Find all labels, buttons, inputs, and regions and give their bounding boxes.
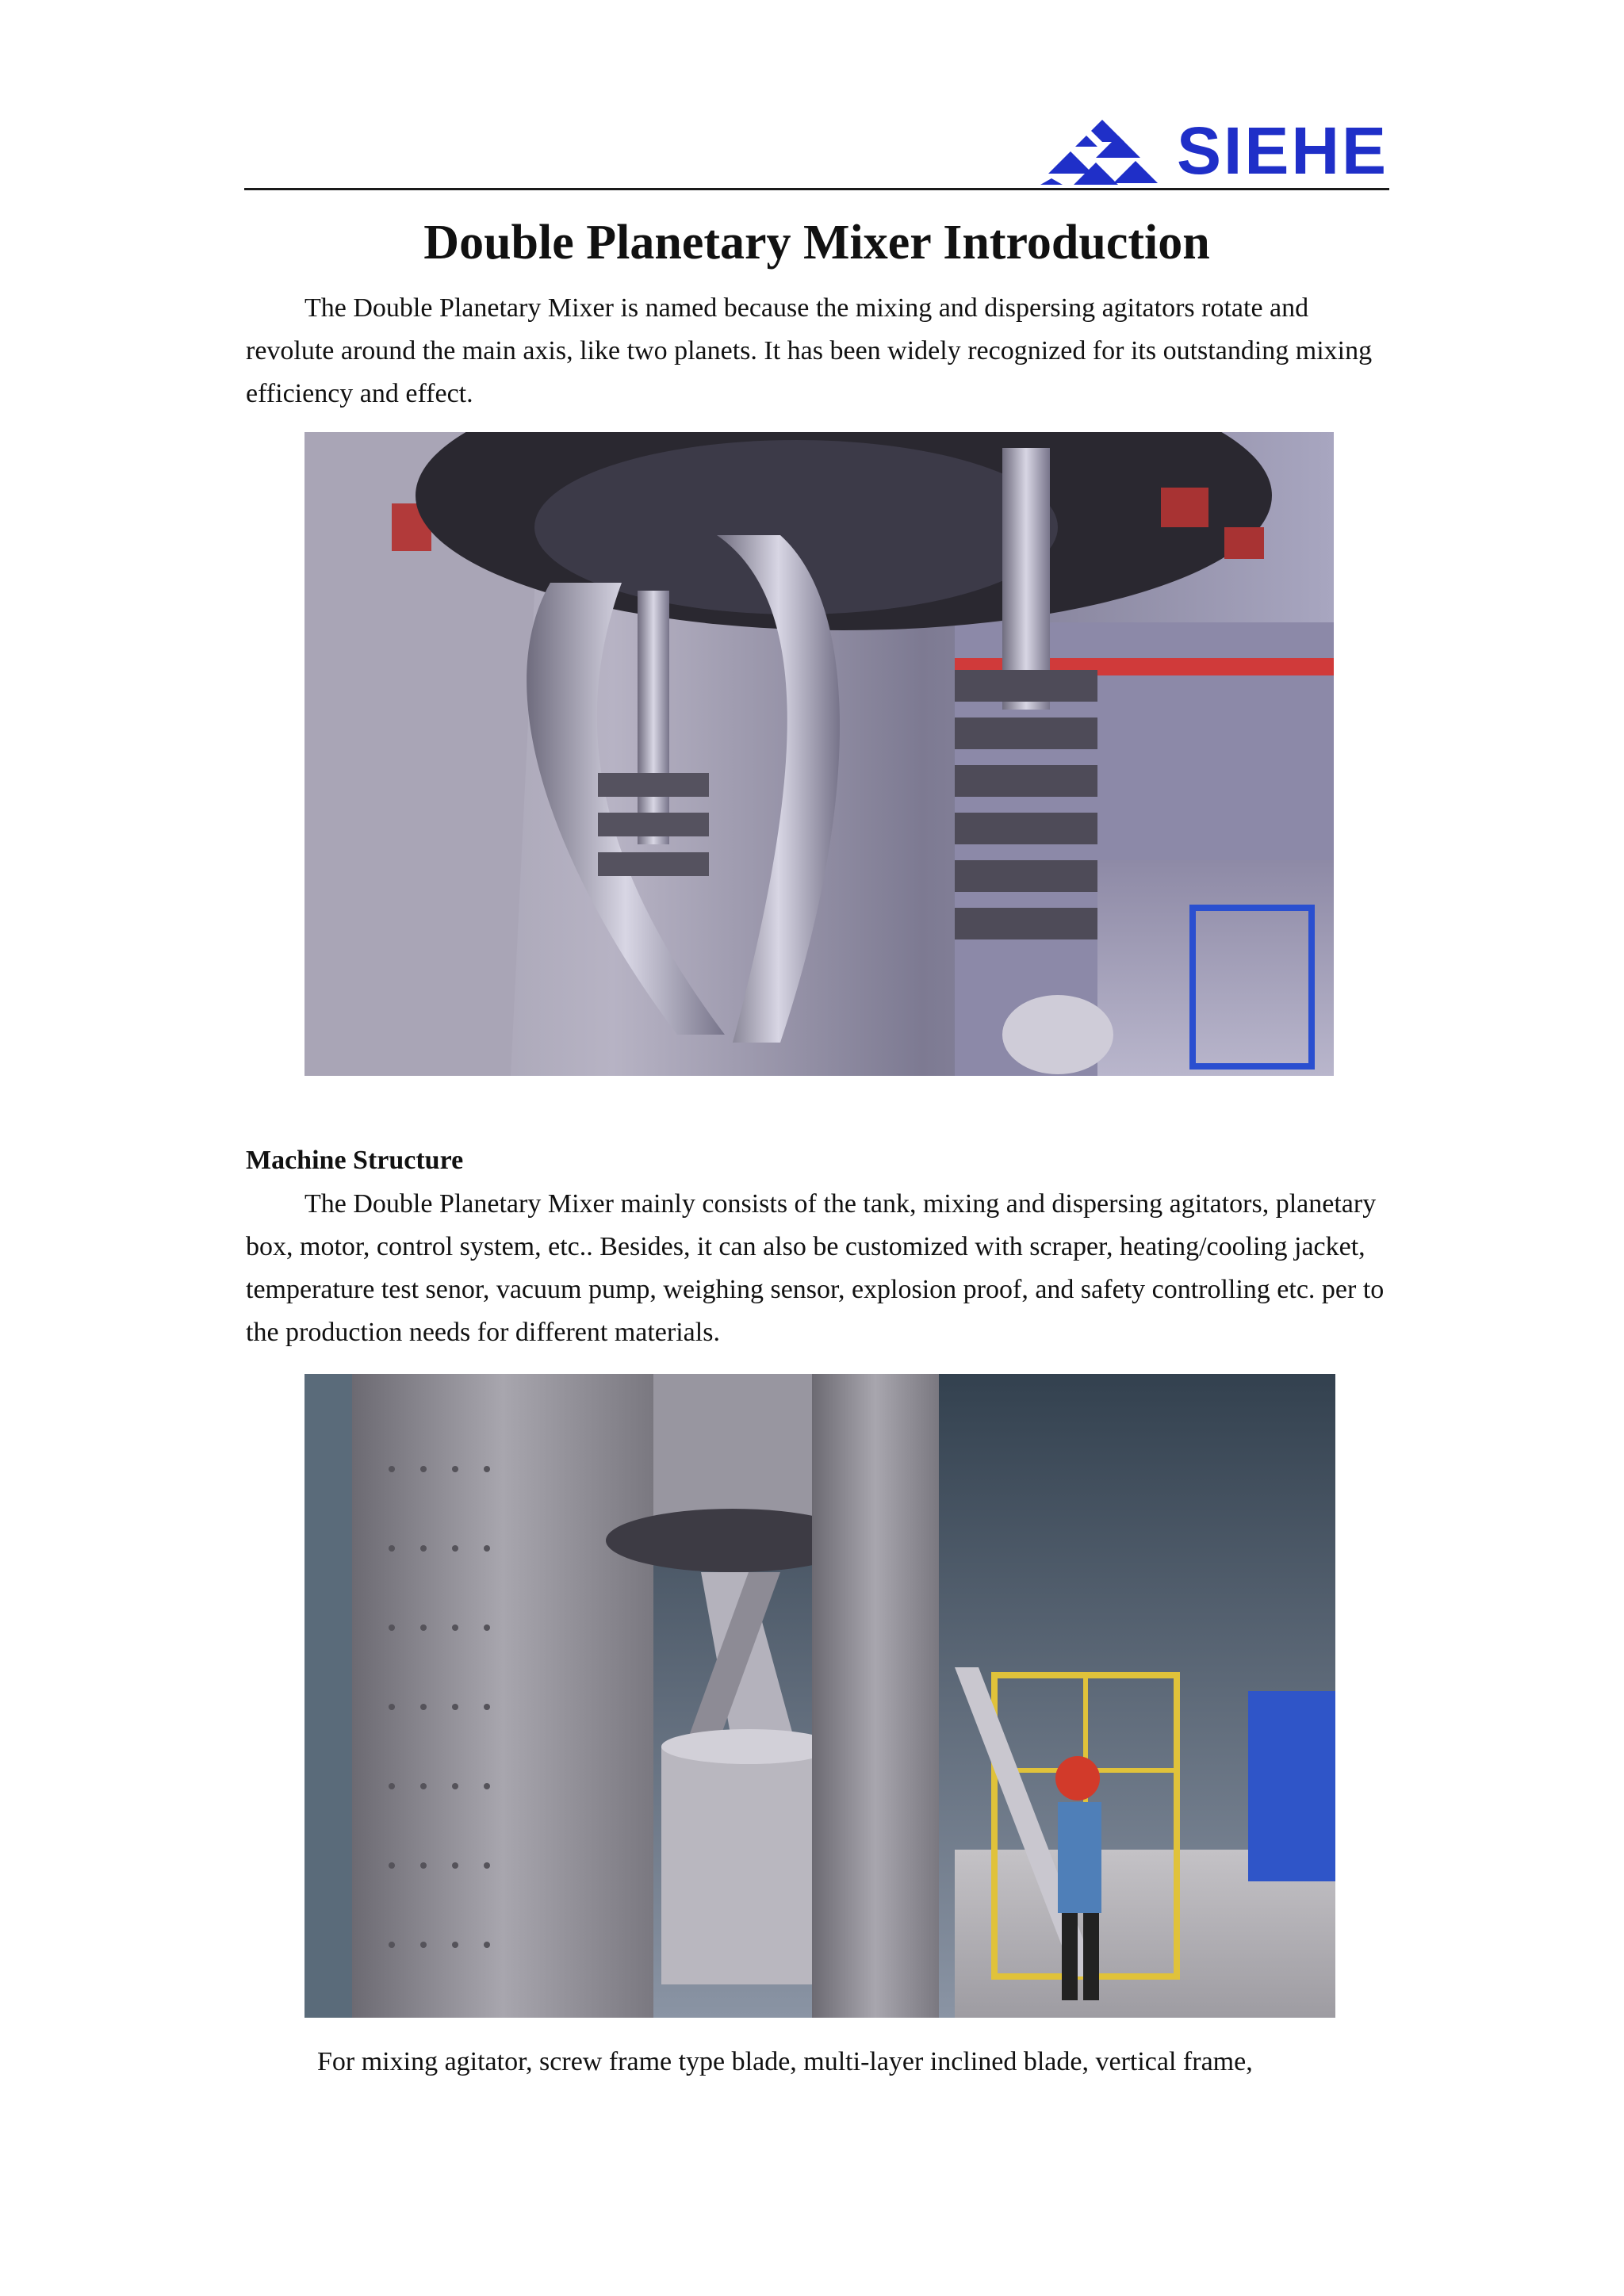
logo-wordmark: SIEHE <box>1177 113 1389 188</box>
siehe-logo <box>1039 115 1388 186</box>
mixer-machine-photo <box>304 1374 1335 2018</box>
siehe-logo-mark-icon <box>1039 115 1166 186</box>
header-rule <box>244 188 1389 190</box>
section-heading-machine-structure: Machine Structure <box>246 1146 464 1175</box>
mixer-agitators-photo <box>304 432 1334 1076</box>
page-title: Double Planetary Mixer Introduction <box>423 216 1210 270</box>
intro-paragraph: The Double Planetary Mixer is named because the mixing and dispersing agitators rotate and revolute around the main axis, like two planets. It has been widely recognized for its outstanding mixing efficiency and effect. <box>246 293 1373 408</box>
structure-paragraph: The Double Planetary Mixer mainly consists of the tank, mixing and dispersing agitators, planetary box, motor, control system, etc.. Besides, it can also be customized with scraper, heating/cooling jacket, temperature test senor, vacuum pump, weighing sensor, explosion proof, and safety controlling etc. per to the production needs for different materials. <box>246 1189 1385 1347</box>
mixing-agitator-paragraph: For mixing agitator, screw frame type blade, multi-layer inclined blade, vertical frame, <box>317 2047 1253 2076</box>
